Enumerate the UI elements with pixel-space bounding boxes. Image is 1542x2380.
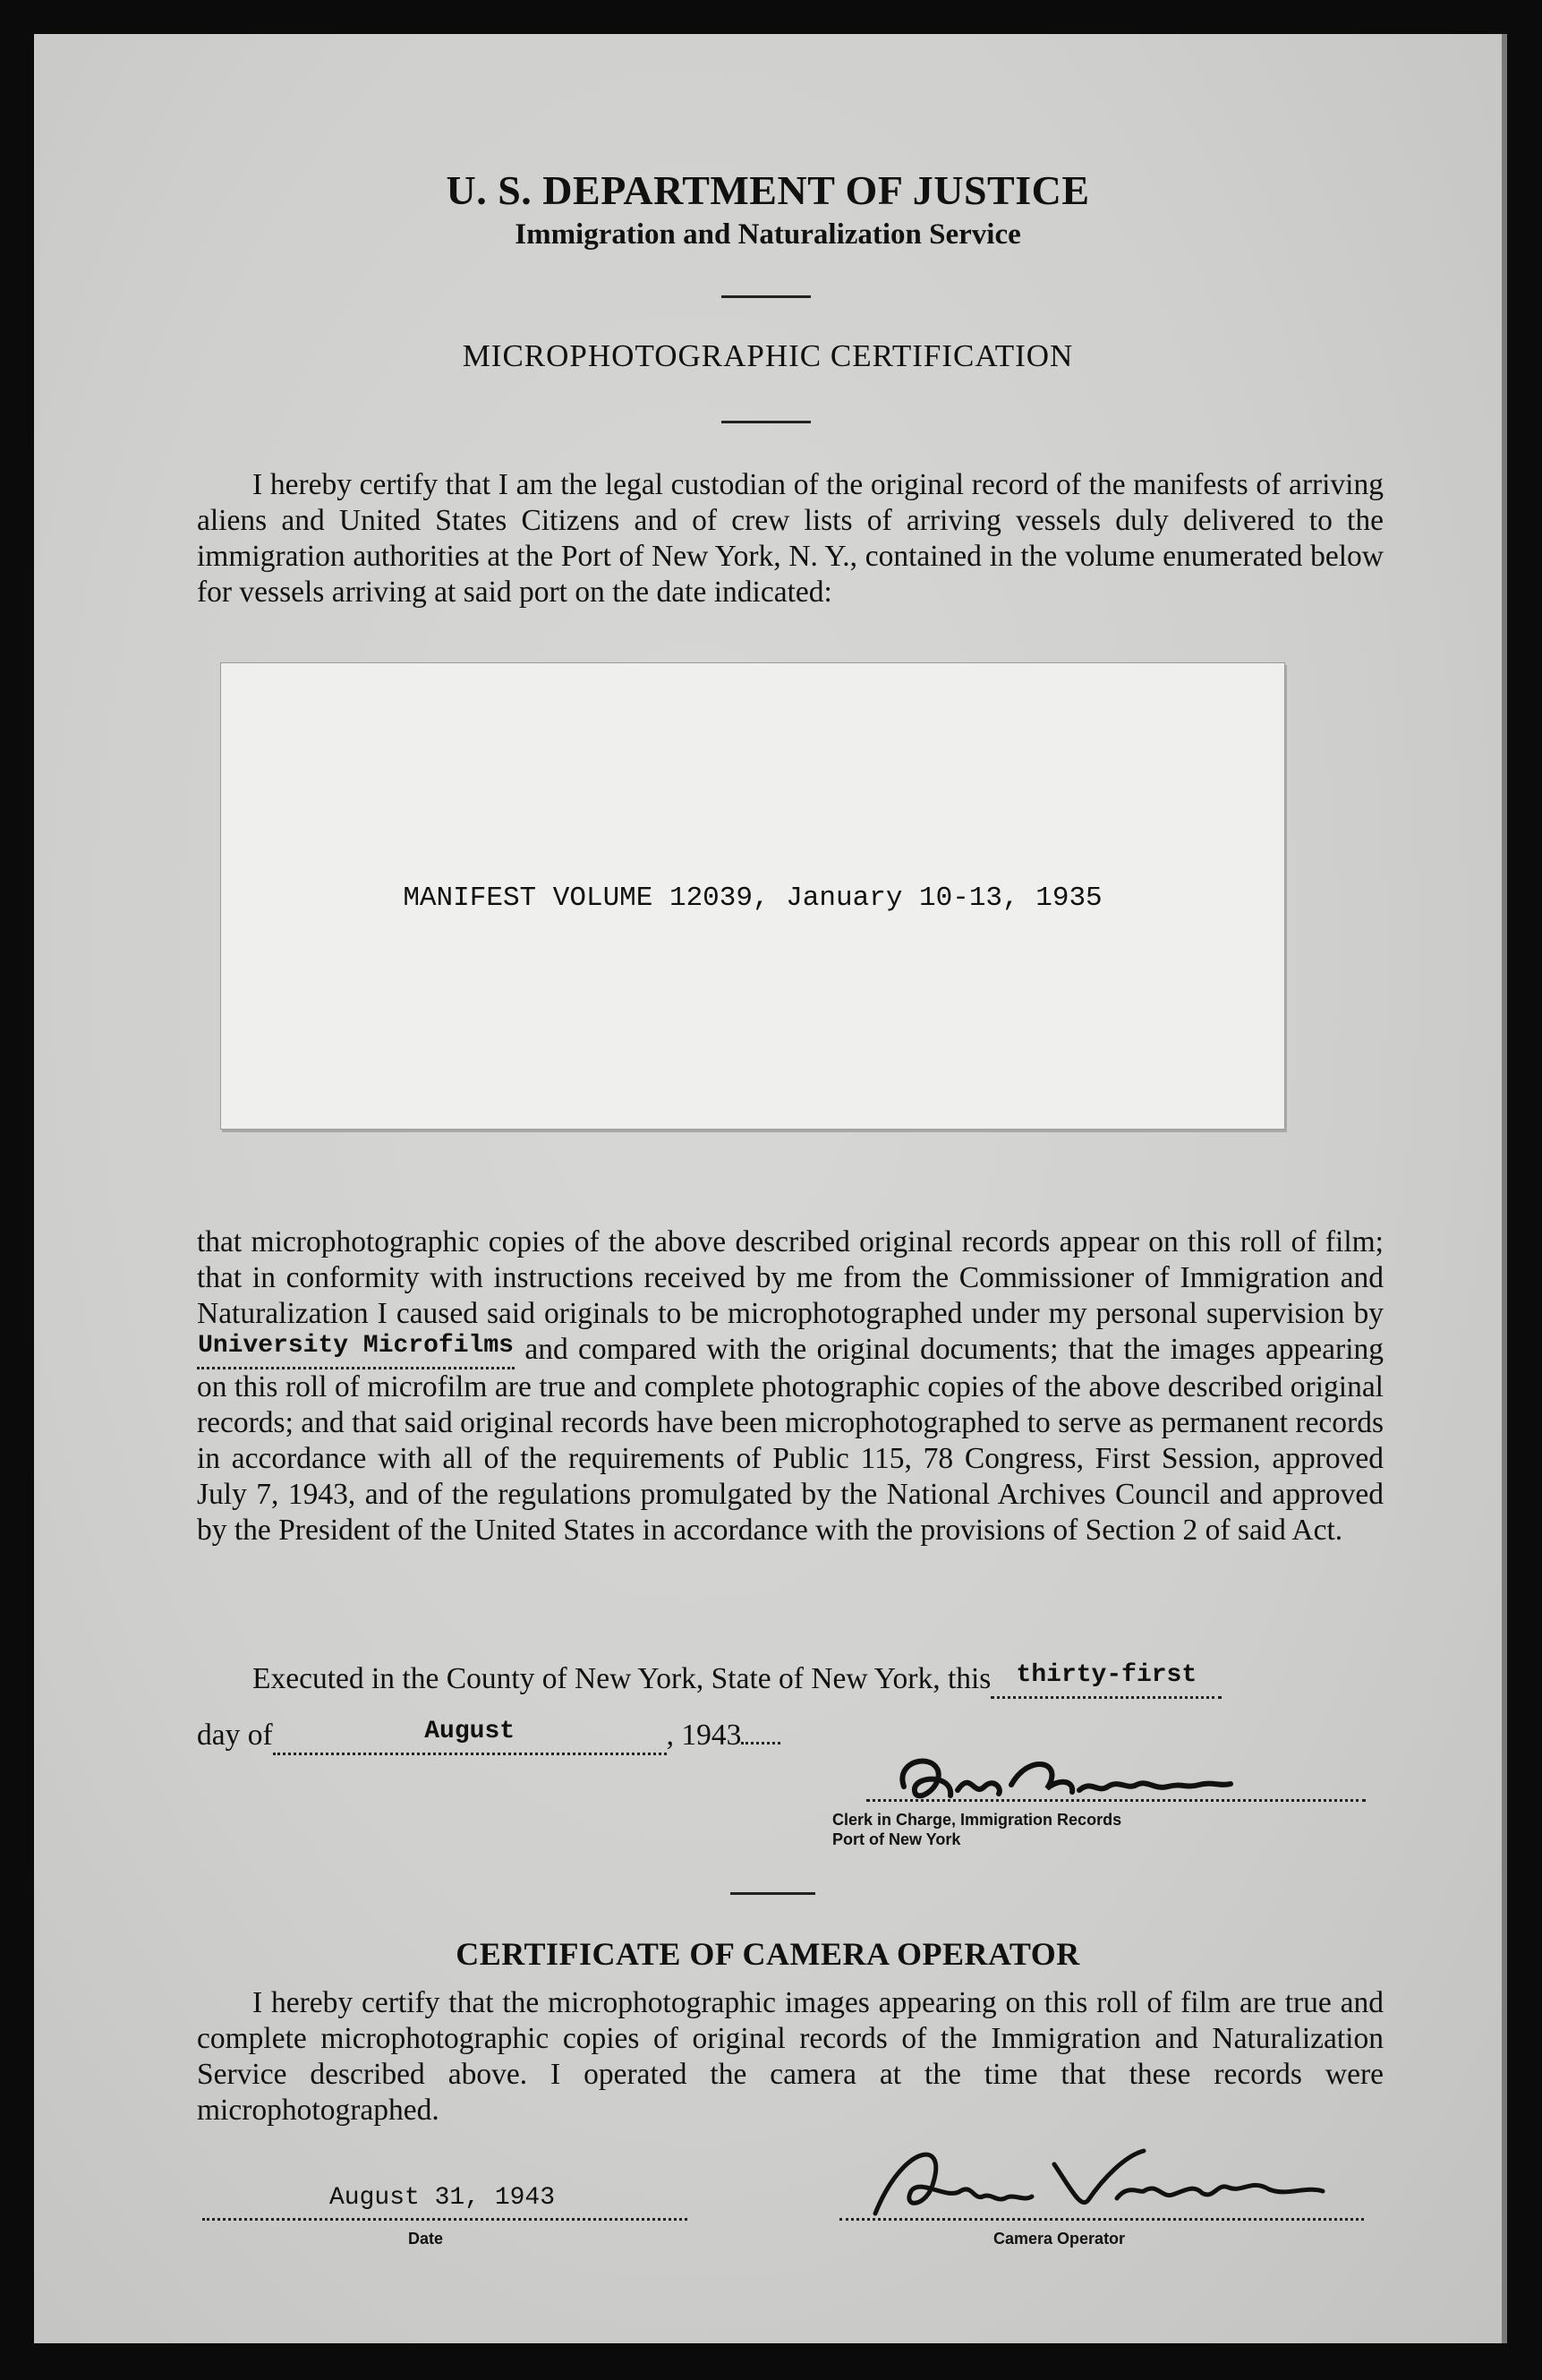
- divider: [730, 1892, 815, 1895]
- month-field: [273, 1718, 667, 1755]
- clerk-signature-line: [866, 1799, 1366, 1802]
- executed-day-value: thirty-first: [1016, 1661, 1197, 1689]
- divider: [721, 295, 811, 298]
- service-subheading: Immigration and Naturalization Service: [515, 218, 1021, 251]
- volume-card-text: MANIFEST VOLUME 12039, January 10-13, 1935: [403, 883, 1103, 914]
- body-text-part1: that microphotographic copies of the above described original records appear on this roll of film; that in conformity with instructions received by me from the Commissioner of Immigration and Naturalization I caused said originals to be microphotographed under my personal supervision by: [197, 1225, 1384, 1330]
- date-label: Date: [408, 2230, 444, 2248]
- executed-line: Executed in the County of New York, State of New York, this $^{thirty-first}$: [197, 1661, 1384, 1699]
- department-heading: U. S. DEPARTMENT OF JUSTICE: [446, 167, 1090, 213]
- intro-paragraph: I hereby certify that I am the legal custodian of the original record of the manifests of arriving aliens and United States Citizens and of crew lists of arriving vessels duly delivered to the immigration authorities at the Port of New York, N. Y., contained in the volume enumerated below for vessels arriving at said port on the date indicated:: [197, 468, 1384, 609]
- executed-day-field: [991, 1661, 1222, 1699]
- photographed-by-value: University Microfilms: [198, 1332, 514, 1360]
- operator-signature: [848, 2128, 1350, 2227]
- divider: [721, 421, 811, 423]
- month-value: August: [424, 1718, 515, 1745]
- operator-signature-line: [839, 2218, 1364, 2221]
- date-value: August 31, 1943: [329, 2184, 556, 2212]
- certification-title: MICROPHOTOGRAPHIC CERTIFICATION: [462, 338, 1074, 373]
- body-paragraph: [197, 1224, 1384, 1548]
- volume-card: [220, 662, 1285, 1130]
- camera-operator-title: CERTIFICATE OF CAMERA OPERATOR: [456, 1936, 1080, 1972]
- body-text-part2: and compared with the original documents; that the images appearing on this roll of microfilm are true and complete photographic copies of the above described original records; and that said original records have been microphotographed to serve as permanent records in accordance with all of the requirements of Public 115, 78 Congress, First Session, approved July 7, 1943, and of the regulations promulgated by the National Archives Council and approved by the President of the United States in accordance with the provisions of Section 2 of said Act.: [197, 1333, 1384, 1547]
- certificate-sheet: [34, 34, 1507, 2343]
- day-of-line: day of $^{August}$ , 1943: [197, 1719, 780, 1755]
- photographed-by-field: [197, 1332, 515, 1369]
- date-line: [202, 2218, 687, 2221]
- operator-label: Camera Operator: [993, 2230, 1126, 2248]
- clerk-caption: Clerk in Charge, Immigration Records Port of New York: [832, 1811, 1122, 1848]
- camera-paragraph: I hereby certify that the microphotographic images appearing on this roll of film are true and complete microphotographic copies of original records of the Immigration and Naturalization Service described above. I operated the camera at the time that these records were microphotographed.: [197, 1986, 1384, 2127]
- year-text: , 1943: [666, 1719, 742, 1752]
